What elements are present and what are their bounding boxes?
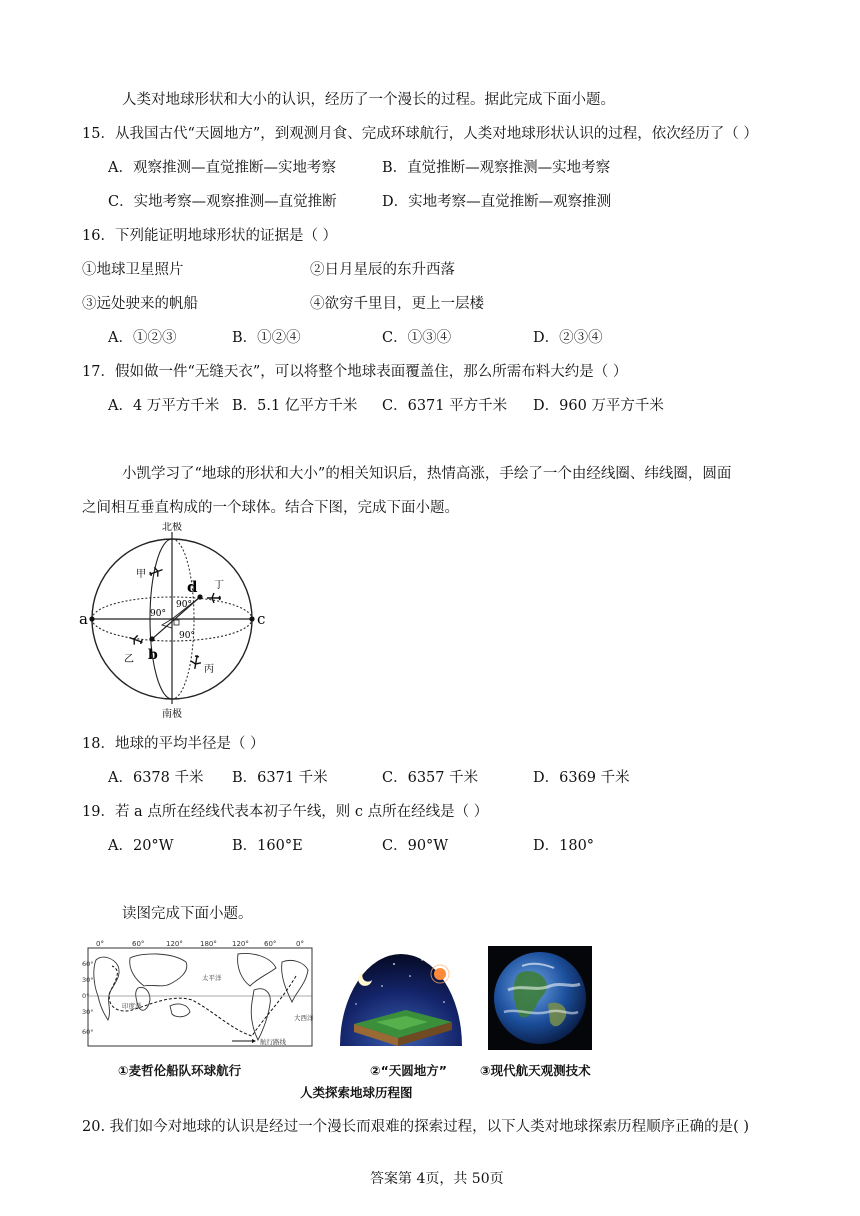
airplane-yi-icon [128, 633, 145, 647]
q15-option-b: B．直觉推断—观察推测—实地考察 [382, 160, 611, 176]
q16-option-c: C．①③④ [382, 330, 452, 346]
map-tick-0: 0° [96, 940, 104, 948]
label-south-pole: 南极 [162, 709, 182, 720]
q16-item-1: ①地球卫星照片 [82, 262, 184, 278]
figure-3-caption: ③现代航天观测技术 [480, 1063, 591, 1078]
q18-option-d: D．6369 千米 [533, 770, 630, 786]
label-c: c [257, 610, 266, 628]
map-tick-6: 0° [296, 940, 304, 948]
q18-option-b: B．6371 千米 [232, 770, 328, 786]
label-angle-1: 90° [176, 600, 192, 610]
q19-option-a: A．20°W [108, 838, 174, 854]
map-lat-1: 30° [82, 976, 94, 984]
question-16-stem: 16．下列能证明地球形状的证据是（ ） [82, 228, 338, 244]
q18-option-a: A．6378 千米 [108, 770, 204, 786]
label-b: b [148, 647, 158, 663]
label-bing: 丙 [204, 664, 214, 675]
question-17-stem: 17．假如做一件“无缝天衣”，可以将整个地球表面覆盖住，那么所需布料大约是（ ） [82, 364, 628, 380]
earth-photo-figure [488, 946, 592, 1050]
q16-item-2: ②日月星辰的东升西落 [310, 262, 455, 278]
q15-option-c: C．实地考察—观察推测—直觉推断 [108, 194, 337, 210]
map-lat-2: 0° [82, 992, 90, 1000]
globe-diagram [76, 522, 276, 722]
label-angle-2: 90° [150, 609, 166, 619]
q19-option-b: B．160°E [232, 838, 303, 854]
intro-text-1: 人类对地球形状和大小的认识，经历了一个漫长的过程。据此完成下面小题。 [122, 92, 615, 108]
q19-option-c: C．90°W [382, 838, 449, 854]
intro-text-3: 读图完成下面小题。 [122, 906, 253, 922]
point-d [197, 594, 202, 599]
map-lat-4: 60° [82, 1028, 94, 1036]
point-b [149, 636, 154, 641]
figure-1-caption: ①麦哲伦船队环球航行 [118, 1063, 242, 1078]
q15-option-d: D．实地考察—直觉推断—观察推测 [382, 194, 612, 210]
map-ocean-pacific: 太平洋 [202, 974, 222, 982]
figures-main-caption: 人类探索地球历程图 [300, 1085, 413, 1100]
q15-option-a: A．观察推测—直觉推断—实地考察 [108, 160, 336, 176]
q16-option-a: A．①②③ [108, 330, 177, 346]
intro-text-2-line-2: 之间相互垂直构成的一个球体。结合下图，完成下面小题。 [82, 500, 459, 516]
map-tick-1: 60° [132, 940, 145, 948]
label-north-pole: 北极 [162, 522, 182, 533]
airplane-jia-icon [148, 565, 165, 579]
map-tick-3: 180° [200, 940, 217, 948]
q19-option-d: D．180° [533, 838, 595, 854]
tianyuan-difang-figure [336, 946, 466, 1056]
label-d: d [187, 578, 198, 596]
question-15-stem: 15．从我国古代“天圆地方”，到观测月食、完成环球航行，人类对地球形状认识的过程，依次经历了（ ） [82, 126, 758, 142]
map-tick-4: 120° [232, 940, 249, 948]
question-18-stem: 18．地球的平均半径是（ ） [82, 736, 265, 752]
map-lat-3: 30° [82, 1008, 94, 1016]
q18-option-c: C．6357 千米 [382, 770, 479, 786]
question-19-stem: 19．若 a 点所在经线代表本初子午线，则 c 点所在经线是（ ） [82, 804, 489, 820]
page-footer: 答案第 4页，共 50页 [370, 1171, 504, 1187]
point-a [89, 616, 94, 621]
question-20-stem: 20. 我们如今对地球的认识是经过一个漫长而艰难的探索过程，以下人类对地球探索历程顺序正确的是( ) [82, 1119, 750, 1135]
q17-option-b: B．5.1 亿平方千米 [232, 398, 358, 414]
q16-option-d: D．②③④ [533, 330, 603, 346]
label-ding: 丁 [214, 580, 224, 591]
q17-option-c: C．6371 平方千米 [382, 398, 508, 414]
point-c [249, 616, 254, 621]
figure-2-caption: ②“天圆地方” [370, 1063, 448, 1078]
map-lat-0: 60° [82, 960, 94, 968]
label-angle-3: 90° [179, 631, 195, 641]
intro-text-2-line-1: 小凯学习了“地球的形状和大小”的相关知识后，热情高涨，手绘了一个由经线圈、纬线圈，圆面 [122, 466, 732, 482]
label-a: a [79, 610, 88, 628]
q17-option-a: A．4 万平方千米 [108, 398, 220, 414]
label-jia: 甲 [136, 569, 146, 580]
magellan-map-figure [82, 940, 318, 1056]
label-yi: 乙 [124, 654, 134, 665]
q16-option-b: B．①②④ [232, 330, 301, 346]
map-tick-2: 120° [166, 940, 183, 948]
q16-item-4: ④欲穷千里目，更上一层楼 [310, 296, 484, 312]
q17-option-d: D．960 万平方千米 [533, 398, 664, 414]
map-ocean-atlantic: 大西洋 [294, 1014, 314, 1022]
q16-item-3: ③远处驶来的帆船 [82, 296, 198, 312]
map-ocean-indian: 印度洋 [122, 1002, 142, 1010]
map-legend-label: 航行路线 [260, 1038, 286, 1046]
map-tick-5: 60° [264, 940, 277, 948]
